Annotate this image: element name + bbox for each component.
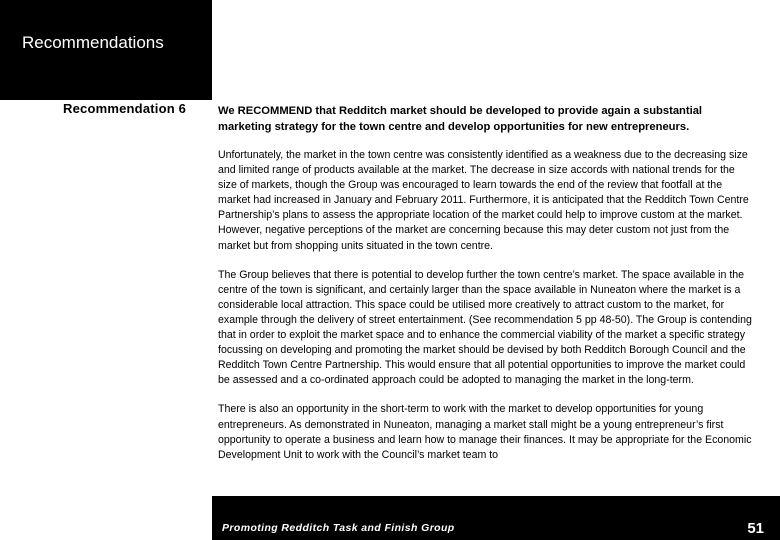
content-body — [218, 103, 754, 463]
page-number: 51 — [747, 520, 764, 537]
header-block — [0, 0, 212, 100]
footer-title: Promoting Redditch Task and Finish Group — [222, 522, 455, 534]
recommendation-label: Recommendation 6 — [63, 101, 187, 116]
recommendation-statement: We RECOMMEND that Redditch market should be developed to provide again a substantial marketing strategy for the town centre and develop opportunities for new entrepreneurs. — [218, 105, 703, 133]
paragraph-1: Unfortunately, the market in the town centre was consistently identified as a weakness due to the decreasing size and limited range of products available at the market. The decrease in size accords with national trends for the size of markets, though the Group was encouraged to learn towards the end of the review that footfall at the market had increased in January and February 2011. Furthermore, it is anticipated that the Redditch Town Centre Partnership’s plans to assess the appropriate location of the market could help to improve custom at the market. However, negative perceptions of the market are concerning because this may deter custom not just from the market but from shopping units situated in the town centre. — [218, 149, 749, 252]
paragraph-2: The Group believes that there is potential to develop further the town centre’s market. The space available in the centre of the town is significant, and certainly larger than the space available in Nuneaton where the market is a considerable local attraction. This space could be utilised more creatively to attract custom to the market, for example through the delivery of street entertainment. (See recommendation 5 pp 48-50). The Group is contending that in order to exploit the market space and to enhance the commercial viability of the market a specific strategy focussing on developing and promoting the market should be devised by both Redditch Borough Council and the Redditch Town Centre Partnership. This would ensure that all potential opportunities to improve the market could be assessed and a co-ordinated approach could be adopted to managing the market in the long-term. — [218, 268, 752, 387]
page-title: Recommendations — [22, 33, 164, 52]
footer-bar — [212, 496, 780, 540]
paragraph-3: There is also an opportunity in the short-term to work with the market to develop opportunities for young entrepreneurs. As demonstrated in Nuneaton, managing a market stall might be a young entrepreneur’s first opportunity to operate a business and learn how to manage their finances. It may be appropriate for the Economic Development Unit to work with the Council’s market team to — [218, 403, 752, 461]
